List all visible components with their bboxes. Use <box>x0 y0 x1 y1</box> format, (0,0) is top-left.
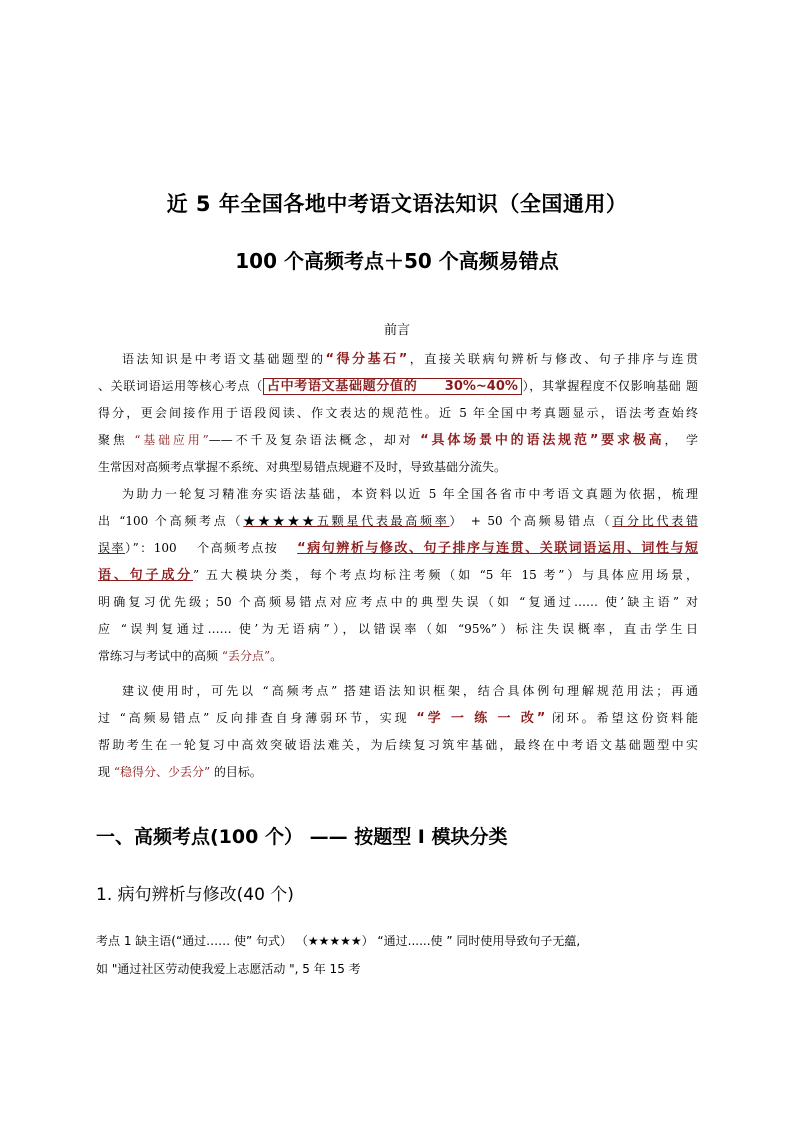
key-point-1-line-1: 考点 1 缺主语(“通过…… 使” 句式） （★★★★★） “通过......使 ” 同时使用导致句子无藴, <box>96 934 581 948</box>
underlined-text: ★★★★★五颗星代表最高频率 <box>243 514 450 528</box>
paragraph-line: 生常因对高频考点掌握不系统、对典型易错点规避不及时，导致基础分流失。 <box>98 460 507 474</box>
paragraph-line: 建议使用时，可先以 “高频考点” 搭建语法知识框架，结合具体例句理解规范用法；再通 <box>122 684 698 698</box>
highlight-text: “学 一 练 一 改” <box>416 711 546 726</box>
paragraph-line: 为助力一轮复习精准夯实语法基础，本资料以近 5 年全国各省市中考语文真题为依据，梳理 <box>122 487 698 501</box>
red-text: “稳得分、少丢分” <box>113 765 211 779</box>
highlight-text: 语、句子成分 <box>98 568 194 583</box>
document-title: 近 5 年全国各地中考语文语法知识（全国通用） <box>166 192 628 216</box>
red-text: “丢分点” <box>221 649 271 663</box>
subsection-heading: 1. 病句辨析与修改(40 个) <box>96 885 294 905</box>
highlight-text: “得分基石” <box>325 352 408 367</box>
paragraph-line: 帮助考生在一轮复习中高效突破语法难关，为后续复习筑牢基础，最终在中考语文基础题型中实 <box>98 738 698 752</box>
paragraph-line: 明确复习优先级；50 个高频易错点对应考点中的典型失误（如 “复通过…… 使’缺主语” 对 <box>98 595 698 609</box>
paragraph-line: 语、句子成分” 五大模块分类，每个考点均标注考频（如 “5 年 15 考”）与具体应用场景， <box>98 568 698 583</box>
paragraph-line: 常练习与考试中的高频 “丢分点”。 <box>98 649 283 663</box>
paragraph-line: 得分，更会间接作用于语段阅读、作文表达的规范性。近 5 年全国中考真题显示，语法考查始终 <box>98 406 698 420</box>
underlined-text: 误率 <box>98 541 126 555</box>
key-point-1-line-2: 如 "通过社区劳动使我爱上志愿活动 ", 5 年 15 考 <box>96 962 361 976</box>
underlined-text: 百分比代表错 <box>612 514 698 528</box>
highlight-text: “具体场景中的语法规范”要求极高 <box>420 433 665 448</box>
paragraph-line: 语法知识是中考语文基础题型的“得分基石”，直接关联病句辨析与修改、句子排序与连贯 <box>122 352 698 367</box>
boxed-highlight: 占中考语文基础题分值的 30%~40% <box>263 378 522 395</box>
paragraph-line: 误率）”：100 个高频考点按 “病句辨析与修改、句子排序与连贯、关联词语运用、词性与短 <box>98 541 698 556</box>
section-heading: 一、高频考点(100 个） —— 按题型 I 模块分类 <box>96 826 508 848</box>
paragraph-line: 过 “高频易错点” 反向排查自身薄弱环节，实现 “学 一 练 一 改” 闭环。希望这份资料能 <box>98 711 698 726</box>
paragraph-line: 、关联词语运用等核心考点（ 占中考语文基础题分值的 30%~40% ），其掌握程度不仅影响基础 题 <box>98 379 698 394</box>
paragraph-line: 现 “稳得分、少丢分” 的目标。 <box>98 765 262 779</box>
preface-heading: 前言 <box>383 323 410 338</box>
red-text: “基础应用” <box>134 433 209 447</box>
paragraph-line: 聚焦 “基础应用”——不千及复杂语法概念，却对 “具体场景中的语法规范”要求极高， 学 <box>98 433 698 448</box>
paragraph-line: 应 “误判复通过…… 使’为无语病”），以错误率（如 “95%”）标注失误概率，直击学生日 <box>98 622 698 636</box>
highlight-text: “病句辨析与修改、句子排序与连贯、关联词语运用、词性与短 <box>297 541 698 556</box>
preface-paragraph-1 <box>98 346 698 481</box>
document-subtitle: 100 个高频考点＋50 个高频易错点 <box>235 249 559 273</box>
preface-paragraph-2 <box>98 481 698 670</box>
preface-paragraph-3 <box>98 678 698 786</box>
paragraph-line: 出 “100 个高频考点（★★★★★五颗星代表最高频率） + 50 个高频易错点（百分比代表错 <box>98 514 698 528</box>
